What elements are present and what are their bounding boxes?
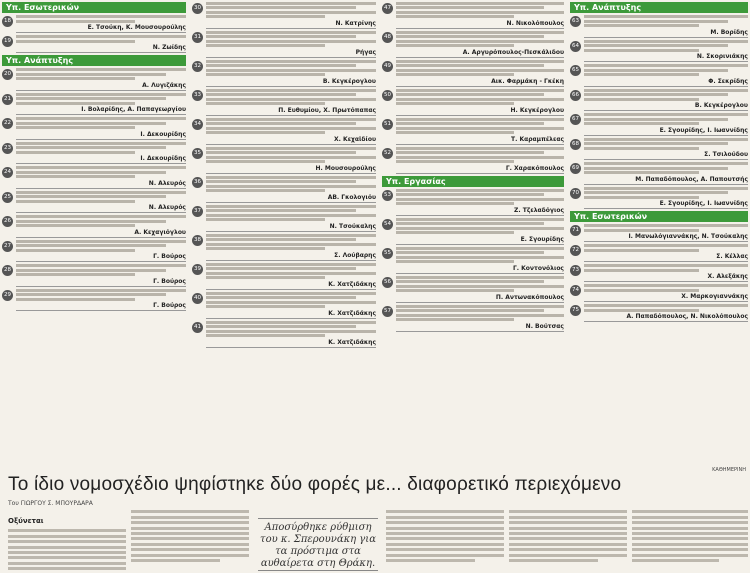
amendment-entry xyxy=(382,189,564,216)
entry-number: 74 xyxy=(570,285,581,296)
amendment-entry xyxy=(192,263,376,290)
amendment-entry xyxy=(192,2,376,29)
amendment-entry xyxy=(2,93,186,116)
entry-author: Π. Αντωνακόπουλος xyxy=(396,294,564,303)
entry-author: Χ. Αλεξάκης xyxy=(584,273,748,282)
entry-author: Ν. Σκορινιάκης xyxy=(584,53,748,62)
entry-number: 35 xyxy=(192,148,203,159)
entry-author: Α. Κεχαγιόγλου xyxy=(16,229,186,238)
entry-number: 32 xyxy=(192,61,203,72)
entry-number: 72 xyxy=(570,245,581,256)
entry-author: Σ. Λούβαρης xyxy=(206,252,376,261)
amendment-entry xyxy=(2,215,186,238)
amendment-entry xyxy=(192,31,376,58)
amendment-entry xyxy=(2,191,186,214)
column-3 xyxy=(382,0,564,466)
entry-number: 69 xyxy=(570,163,581,174)
entry-author: Β. Κεγκέρογλου xyxy=(206,78,376,87)
entry-number: 41 xyxy=(192,322,203,333)
amendment-entry xyxy=(570,244,748,262)
entry-author: Η. Μουσουρούλης xyxy=(206,165,376,174)
amendment-entry xyxy=(570,284,748,302)
amendment-entry xyxy=(382,276,564,303)
entry-number: 34 xyxy=(192,119,203,130)
entry-number: 75 xyxy=(570,305,581,316)
entry-author: Κ. Χατζιδάκης xyxy=(206,310,376,319)
entry-number: 29 xyxy=(2,290,13,301)
entry-author: Ν. Κατρίνης xyxy=(206,20,376,29)
entry-number: 31 xyxy=(192,32,203,43)
entry-author: Α. Παπαδόπουλος, Ν. Νικολόπουλος xyxy=(584,313,748,322)
amendment-entry xyxy=(570,15,748,38)
entry-number: 40 xyxy=(192,293,203,304)
entry-number: 55 xyxy=(382,248,393,259)
entry-number: 53 xyxy=(382,190,393,201)
column-2 xyxy=(192,0,376,466)
entry-author: Χ. Μαρκογιαννάκης xyxy=(584,293,748,302)
amendment-entry xyxy=(382,31,564,58)
entry-number: 38 xyxy=(192,235,203,246)
amendment-entry xyxy=(570,40,748,63)
amendment-entry xyxy=(382,89,564,116)
entry-author: Κ. Χατζιδάκης xyxy=(206,339,376,348)
entry-number: 22 xyxy=(2,118,13,129)
amendment-entry xyxy=(2,166,186,189)
entry-author: Τ. Καραμπέλεας xyxy=(396,136,564,145)
column-1 xyxy=(2,0,186,466)
amendment-entry xyxy=(382,305,564,332)
entry-number: 70 xyxy=(570,188,581,199)
entry-author: Ι. Βολαρίδης, Α. Παπαγεωργίου xyxy=(16,106,186,115)
entry-number: 20 xyxy=(2,69,13,80)
entry-number: 24 xyxy=(2,167,13,178)
amendment-entry xyxy=(192,60,376,87)
amendment-entry xyxy=(192,292,376,319)
amendment-entry xyxy=(570,304,748,322)
article-column-5 xyxy=(509,508,627,570)
entry-author: Γ. Βούρος xyxy=(16,278,186,287)
amendment-entry xyxy=(2,117,186,140)
amendment-entry xyxy=(382,60,564,87)
amendment-entry xyxy=(192,234,376,261)
entry-author: Ν. Αλευρός xyxy=(16,204,186,213)
entry-number: 56 xyxy=(382,277,393,288)
pull-quote: Αποσύρθηκε ρύθμιση του κ. Σπερουνάκη για τα πρόστιμα στα αυθαίρετα στη Θράκη. xyxy=(260,522,376,569)
amendment-entry xyxy=(382,118,564,145)
entry-author: Α. Λυγιζάκης xyxy=(16,82,186,91)
entry-number: 73 xyxy=(570,265,581,276)
amendment-entry xyxy=(192,321,376,348)
entry-author: Ε. Τσούκη, Κ. Μουσουρούλης xyxy=(16,24,186,33)
entry-number: 39 xyxy=(192,264,203,275)
entry-author: Σ. Κέλλας xyxy=(584,253,748,262)
amendment-entry xyxy=(2,289,186,312)
amendment-entry xyxy=(382,247,564,274)
entry-number: 47 xyxy=(382,3,393,14)
entry-author: Αικ. Φαρμάκη - Γκέκη xyxy=(396,78,564,87)
entry-number: 66 xyxy=(570,90,581,101)
entry-author: Ι. Δεκουρίδης xyxy=(16,131,186,140)
amendment-entry xyxy=(192,205,376,232)
entry-author: Ι. Μανωλόγιαννάκης, Ν. Τσούκαλης xyxy=(584,233,748,242)
amendment-entry xyxy=(570,264,748,282)
entry-number: 37 xyxy=(192,206,203,217)
entry-number: 21 xyxy=(2,94,13,105)
entry-author: Η. Κεγκέρογλου xyxy=(396,107,564,116)
amendment-entry xyxy=(2,142,186,165)
entry-number: 65 xyxy=(570,65,581,76)
entry-author: Ι. Δεκουρίδης xyxy=(16,155,186,164)
section-header: Υπ. Εσωτερικών xyxy=(2,2,186,13)
entry-number: 68 xyxy=(570,139,581,150)
section-header: Υπ. Ανάπτυξης xyxy=(570,2,748,13)
entry-author: Γ. Βούρος xyxy=(16,302,186,311)
amendment-entry xyxy=(192,147,376,174)
amendment-entry xyxy=(570,162,748,185)
amendment-entry xyxy=(2,35,186,53)
entry-number: 30 xyxy=(192,3,203,14)
entry-author: Γ. Κοντονόλιος xyxy=(396,265,564,274)
entry-author: Κ. Χατζιδάκης xyxy=(206,281,376,290)
entry-number: 64 xyxy=(570,41,581,52)
column-4 xyxy=(570,0,748,466)
entry-author: Ε. Σγουρίδης xyxy=(396,236,564,245)
entry-author: Μ. Παπαδόπουλος, Α. Παπουτσής xyxy=(584,176,748,185)
entry-number: 51 xyxy=(382,119,393,130)
entry-author: Χ. Κεχαϊδίου xyxy=(206,136,376,145)
section-header: Υπ. Εργασίας xyxy=(382,176,564,187)
amendment-entry xyxy=(382,147,564,174)
entry-author: Ε. Σγουρίδης, Ι. Ιωαννίδης xyxy=(584,200,748,209)
section-header: Υπ. Ανάπτυξης xyxy=(2,55,186,66)
entry-number: 50 xyxy=(382,90,393,101)
entry-number: 28 xyxy=(2,265,13,276)
entry-number: 71 xyxy=(570,225,581,236)
amendment-entry xyxy=(570,64,748,87)
amendment-entry xyxy=(382,218,564,245)
amendment-entry xyxy=(570,138,748,161)
entry-author: ΑΒ. Γκολογιόυ xyxy=(206,194,376,203)
entry-number: 57 xyxy=(382,306,393,317)
section-header: Υπ. Εσωτερικών xyxy=(570,211,748,222)
entry-author: Φ. Σεκρίδης xyxy=(584,78,748,87)
amendment-entry xyxy=(2,15,186,33)
article-column-1 xyxy=(8,508,126,570)
entry-number: 36 xyxy=(192,177,203,188)
article-column-2 xyxy=(131,508,249,570)
amendment-entry xyxy=(570,224,748,242)
entry-author: Ζ. Τζελαδόγιος xyxy=(396,207,564,216)
amendment-entry xyxy=(570,187,748,210)
entry-number: 67 xyxy=(570,114,581,125)
entry-author: Γ. Βούρος xyxy=(16,253,186,262)
entry-number: 25 xyxy=(2,192,13,203)
amendment-entry xyxy=(570,89,748,112)
entry-number: 49 xyxy=(382,61,393,72)
amendment-entry xyxy=(570,113,748,136)
entry-number: 26 xyxy=(2,216,13,227)
entry-number: 18 xyxy=(2,16,13,27)
entry-author: Ν. Τσούκαλης xyxy=(206,223,376,232)
entry-number: 48 xyxy=(382,32,393,43)
pull-quote-rule-bottom xyxy=(258,570,378,571)
entry-author: Ν. Νικολόπουλος xyxy=(396,20,564,29)
entry-number: 27 xyxy=(2,241,13,252)
lead-word: Οξύνεται xyxy=(8,517,44,525)
amendment-entry xyxy=(2,264,186,287)
amendment-entry xyxy=(192,89,376,116)
entry-author: Σ. Τσιλούδου xyxy=(584,151,748,160)
amendment-entry xyxy=(2,68,186,91)
entry-author: Ν. Αλευρός xyxy=(16,180,186,189)
entry-number: 23 xyxy=(2,143,13,154)
amendment-entry xyxy=(192,118,376,145)
photo-credit: ΚΑΘΗΜΕΡΙΝΗ xyxy=(712,467,746,473)
entry-author: Α. Αργυρόπουλος-Πεσκάλιδου xyxy=(396,49,564,58)
entry-number: 33 xyxy=(192,90,203,101)
entry-author: Π. Ευθυμίου, Χ. Πρωτόπαπας xyxy=(206,107,376,116)
entry-author: Ν. Ζωίδης xyxy=(16,44,186,53)
entry-author: Β. Κεγκέρογλου xyxy=(584,102,748,111)
entry-number: 63 xyxy=(570,16,581,27)
entry-author: Ν. Βούτσας xyxy=(396,323,564,332)
entry-author: Ε. Σγουρίδης, Ι. Ιωαννίδης xyxy=(584,127,748,136)
article-column-6 xyxy=(632,508,748,570)
entry-number: 54 xyxy=(382,219,393,230)
entry-number: 52 xyxy=(382,148,393,159)
article-headline: Το ίδιο νομοσχέδιο ψηφίστηκε δύο φορές με... διαφορετικό περιεχόμενο xyxy=(8,474,622,495)
amendment-entry xyxy=(382,2,564,29)
article-byline: Του ΓΙΩΡΓΟΥ Σ. ΜΠΟΥΡΔΑΡΑ xyxy=(8,500,93,507)
amendment-entry xyxy=(2,240,186,263)
entry-author: Μ. Βορίδης xyxy=(584,29,748,38)
entry-author: Ρήγας xyxy=(206,49,376,58)
entry-number: 19 xyxy=(2,36,13,47)
entry-author: Γ. Χαρακόπουλος xyxy=(396,165,564,174)
pull-quote-rule-top xyxy=(258,518,378,519)
amendment-entry xyxy=(192,176,376,203)
article-column-4 xyxy=(386,508,504,570)
